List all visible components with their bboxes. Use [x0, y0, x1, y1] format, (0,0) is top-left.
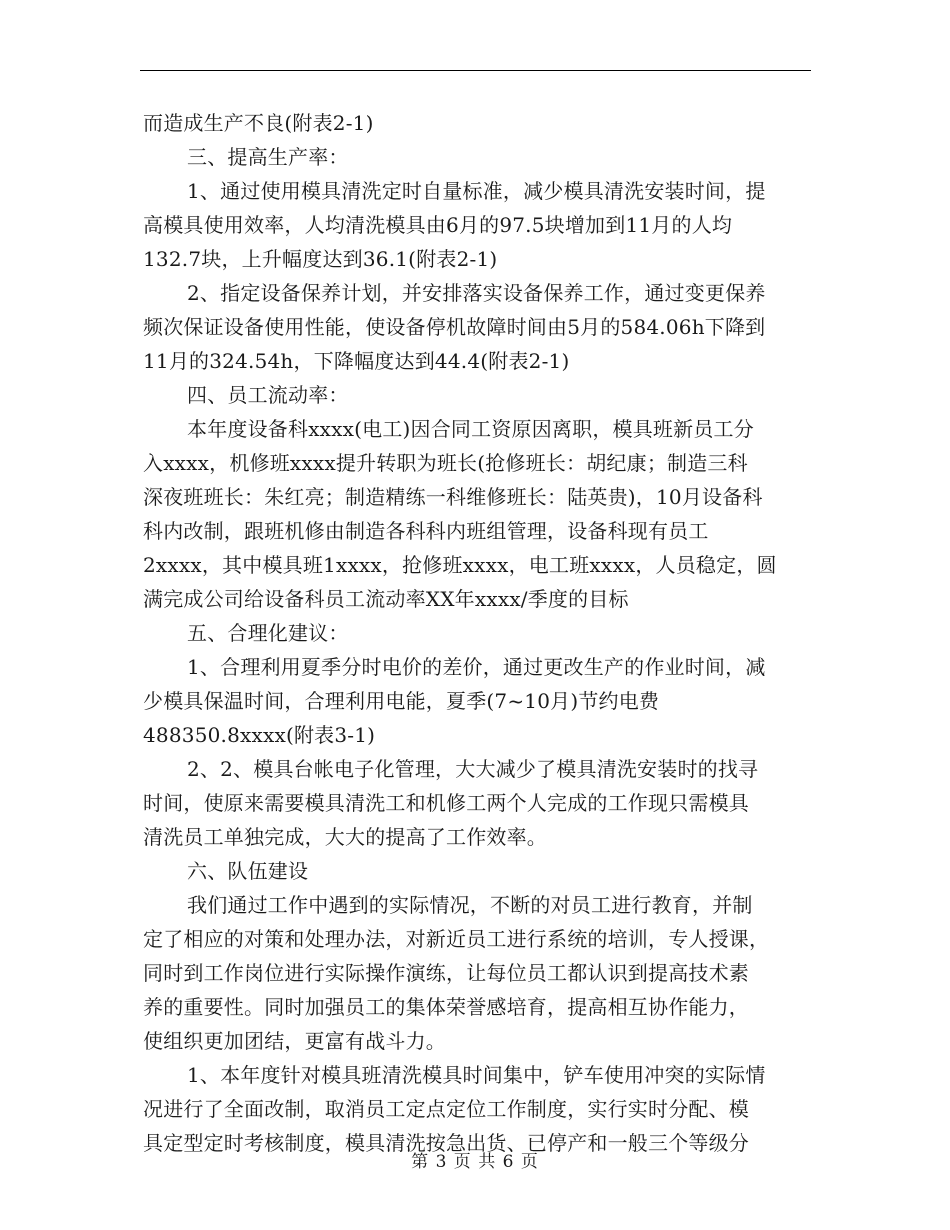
text-line: 具定型定时考核制度，模具清洗按急出货、已停产和一般三个等级分	[143, 1131, 749, 1155]
text-line: 2、指定设备保养计划，并安排落实设备保养工作，通过变更保养	[187, 281, 766, 305]
text-line: 频次保证设备使用性能，使设备停机故障时间由5月的584.06h下降到	[143, 315, 766, 339]
text-line: 满完成公司给设备科员工流动率XX年xxxx/季度的目标	[143, 587, 629, 611]
document-body	[143, 106, 813, 1160]
text-line: 清洗员工单独完成，大大的提高了工作效率。	[143, 825, 547, 849]
text-line: 六、队伍建设	[187, 859, 309, 883]
header-rule	[140, 70, 811, 71]
text-line: 而造成生产不良(附表2-1)	[143, 111, 374, 135]
text-line: 深夜班班长：朱红亮；制造精练一科维修班长：陆英贵)，10月设备科	[143, 485, 763, 509]
text-line: 1、本年度针对模具班清洗模具时间集中，铲车使用冲突的实际情	[187, 1063, 766, 1087]
page-footer: 第 3 页 共 6 页	[411, 1152, 539, 1172]
text-line: 况进行了全面改制，取消员工定点定位工作制度，实行实时分配、模	[143, 1097, 749, 1121]
text-line: 养的重要性。同时加强员工的集体荣誉感培育，提高相互协作能力，	[143, 995, 749, 1019]
text-line: 本年度设备科xxxx(电工)因合同工资原因离职，模具班新员工分	[187, 417, 754, 441]
text-line: 五、合理化建议：	[187, 621, 349, 645]
text-line: 同时到工作岗位进行实际操作演练，让每位员工都认识到提高技术素	[143, 961, 749, 985]
text-line: 我们通过工作中遇到的实际情况，不断的对员工进行教育，并制	[187, 893, 753, 917]
text-line: 时间，使原来需要模具清洗工和机修工两个人完成的工作现只需模具	[143, 791, 749, 815]
text-line: 四、员工流动率：	[187, 383, 349, 407]
text-line: 132.7块，上升幅度达到36.1(附表2-1)	[143, 247, 498, 271]
text-line: 入xxxx，机修班xxxx提升转职为班长(抢修班长：胡纪康；制造三科	[143, 451, 748, 475]
text-line: 11月的324.54h，下降幅度达到44.4(附表2-1)	[143, 349, 570, 373]
text-line: 488350.8xxxx(附表3-1)	[143, 723, 376, 747]
text-line: 1、通过使用模具清洗定时自量标准，减少模具清洗安装时间，提	[187, 179, 766, 203]
text-line: 三、提高生产率：	[187, 145, 349, 169]
text-line: 少模具保温时间，合理利用电能，夏季(7~10月)节约电费	[143, 689, 660, 713]
text-line: 2、2、模具台帐电子化管理，大大减少了模具清洗安装时的找寻	[187, 757, 759, 781]
text-line: 定了相应的对策和处理办法，对新近员工进行系统的培训，专人授课，	[143, 927, 770, 951]
text-line: 1、合理利用夏季分时电价的差价，通过更改生产的作业时间，减	[187, 655, 766, 679]
text-line: 2xxxx，其中模具班1xxxx，抢修班xxxx，电工班xxxx，人员稳定，圆	[143, 553, 777, 577]
text-line: 使组织更加团结，更富有战斗力。	[143, 1029, 446, 1053]
text-line: 科内改制，跟班机修由制造各科科内班组管理，设备科现有员工	[143, 519, 709, 543]
text-line: 高模具使用效率，人均清洗模具由6月的97.5块增加到11月的人均	[143, 213, 733, 237]
